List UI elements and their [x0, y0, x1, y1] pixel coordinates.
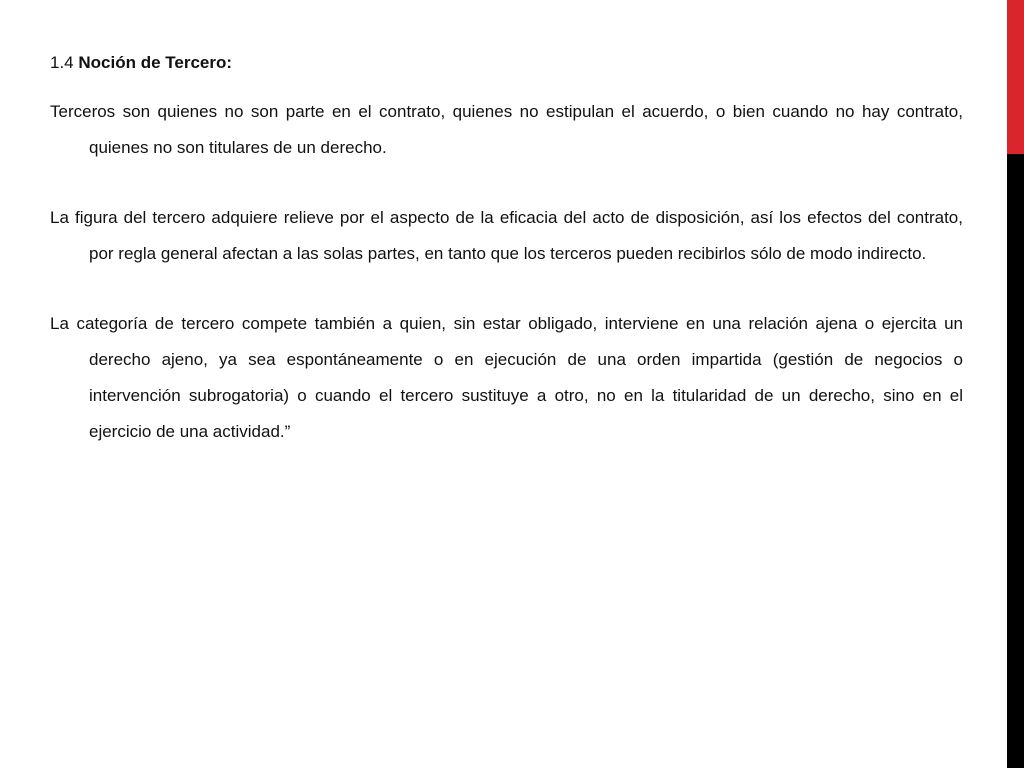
section-title: Noción de Tercero:: [78, 53, 233, 72]
section-heading: [50, 48, 963, 78]
accent-black-block: [1007, 154, 1024, 768]
section-number: 1.4: [50, 53, 74, 72]
paragraph-category: La categoría de tercero compete también a quien, sin estar obligado, interviene en una relación ajena o ejercita un derecho ajeno, ya sea espontáneamente o en ejecución de una orden impartida (gestión de negocios o intervención subrogatoria) o cuando el tercero sustituye a otro, no en la titularidad de un derecho, sino en el ejercicio de una actividad.”: [50, 314, 963, 441]
accent-red-block: [1007, 0, 1024, 154]
slide-content: [50, 48, 963, 484]
side-accent-bar: [1007, 0, 1024, 768]
paragraph-figure: La figura del tercero adquiere relieve por el aspecto de la eficacia del acto de disposición, así los efectos del contrato, por regla general afectan a las solas partes, en tanto que los terceros pueden recibirlos sólo de modo indirecto.: [50, 208, 963, 263]
paragraph-definition: Terceros son quienes no son parte en el contrato, quienes no estipulan el acuerdo, o bien cuando no hay contrato, quienes no son titulares de un derecho.: [50, 102, 963, 157]
